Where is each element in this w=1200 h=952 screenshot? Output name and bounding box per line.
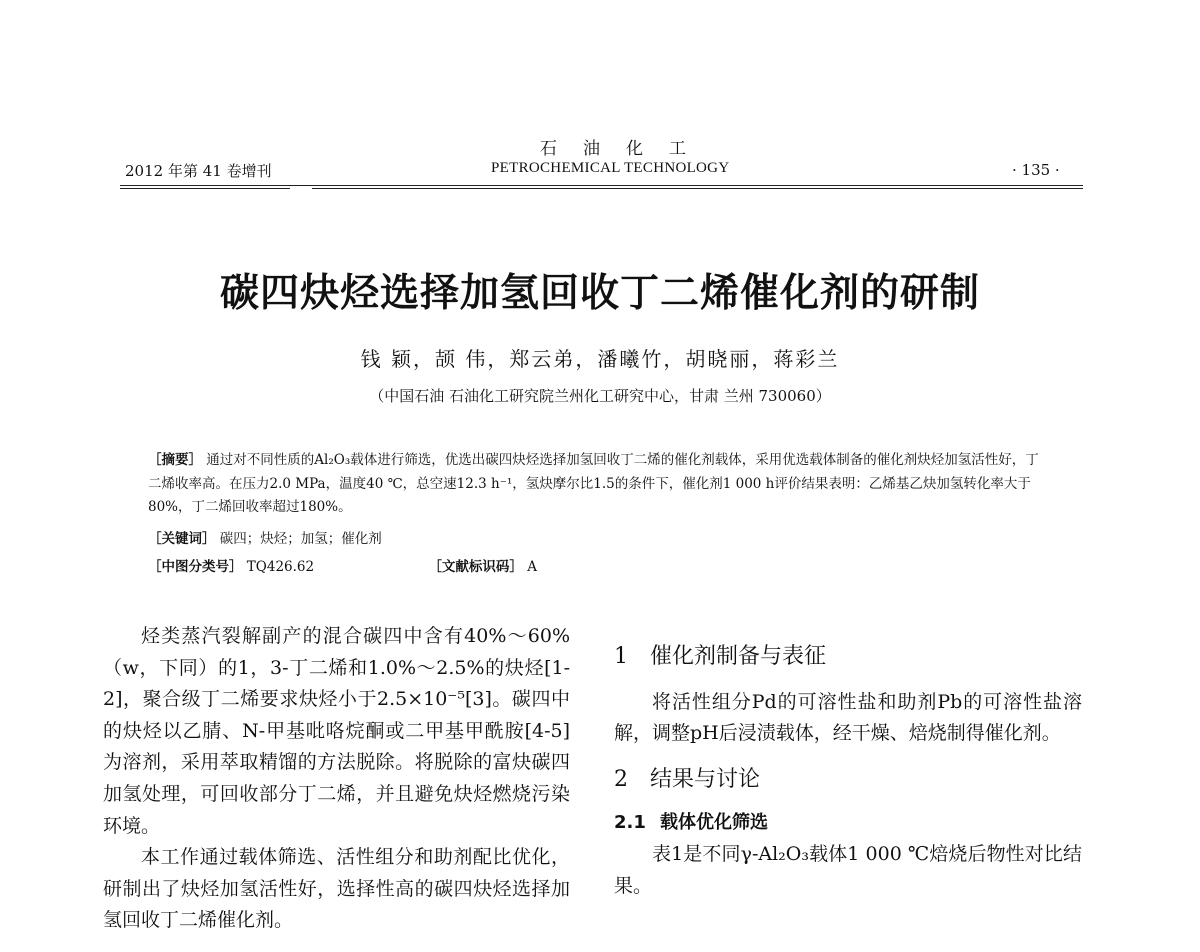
abstract [148,449,1048,520]
page-number: · 135 · [1012,161,1060,179]
classification [148,555,537,575]
class-value: TQ426.62 [246,559,315,575]
affiliation: （中国石油 石油化工研究院兰州化工研究中心，甘肃 兰州 730060） [369,387,831,405]
subsection-2-1-number: 2.1 [614,812,646,834]
class-label: ［中图分类号］ [148,559,243,575]
keywords-label: ［关键词］ [148,531,216,547]
section-2-heading [614,764,1082,796]
abstract-label: ［摘要］ [148,452,202,468]
article-title: 碳四炔烃选择加氢回收丁二烯催化剂的研制 [219,271,980,316]
section-1-number: 1 [614,644,628,669]
subsection-2-1-title: 载体优化筛选 [660,812,768,834]
intro-paragraph-1: 烃类蒸汽裂解副产的混合碳四中含有40%～60%（w，下同）的1，3-丁二烯和1.0%～2.5%的炔烃[1-2]，聚合级丁二烯要求炔烃小于2.5×10⁻⁵[3]。碳四中的炔烃以乙腈、N-甲基吡咯烷酮或二甲基甲酰胺[4-5]为溶剂，采用萃取精馏的方法脱除。将脱除的富炔碳四加氢处理，可回收部分丁二烯，并且避免炔烃燃烧污染环境。 [103,625,570,837]
keywords-text: 碳四；炔烃；加氢；催化剂 [219,531,382,547]
authors: 钱 颖，颉 伟，郑云弟，潘曦竹，胡晓丽，蒋彩兰 [360,347,840,371]
section-2-title: 结果与讨论 [650,766,761,792]
header-rule-right [312,188,1083,189]
issue-info: 2012 年第 41 卷增刊 [125,162,272,180]
header-rule [120,185,1083,186]
abstract-text: 通过对不同性质的Al₂O₃载体进行筛选，优选出碳四炔烃选择加氢回收丁二烯的催化剂载体，采用优选载体制备的催化剂炔烃加氢活性好，丁二烯收率高。在压力2.0 MPa，温度40 ℃，总空速12.3 h⁻¹，氢炔摩尔比1.5的条件下，催化剂1 000 h评价结果表明：乙烯基乙炔加氢转化率大于80%，丁二烯回收率超过180%。 [148,452,1039,515]
subsection-2-1-text: 表1是不同γ-Al₂O₃载体1 000 ℃焙烧后物性对比结果。 [614,842,1082,897]
section-1-title: 催化剂制备与表征 [650,644,827,669]
journal-name-cn: 石油化工 [540,139,712,159]
doc-code-label: ［文献标识码］ [428,559,523,575]
section-1-heading [614,641,1082,673]
section-2-number: 2 [614,766,628,792]
section-1-text: 将活性组分Pd的可溶性盐和助剂Pb的可溶性盐溶解，调整pH后浸渍载体，经干燥、焙烧制得催化剂。 [614,690,1082,745]
journal-name-en: PETROCHEMICAL TECHNOLOGY [491,160,730,176]
right-column [614,641,1082,902]
intro-paragraph-2: 本工作通过载体筛选、活性组分和助剂配比优化，研制出了炔烃加氢活性好，选择性高的碳四炔烃选择加氢回收丁二烯催化剂。 [103,846,570,932]
keywords [148,527,382,547]
doc-code-value: A [527,559,537,575]
subsection-2-1-heading [614,807,1082,839]
left-column [103,621,570,937]
header-rule-left [120,188,290,189]
